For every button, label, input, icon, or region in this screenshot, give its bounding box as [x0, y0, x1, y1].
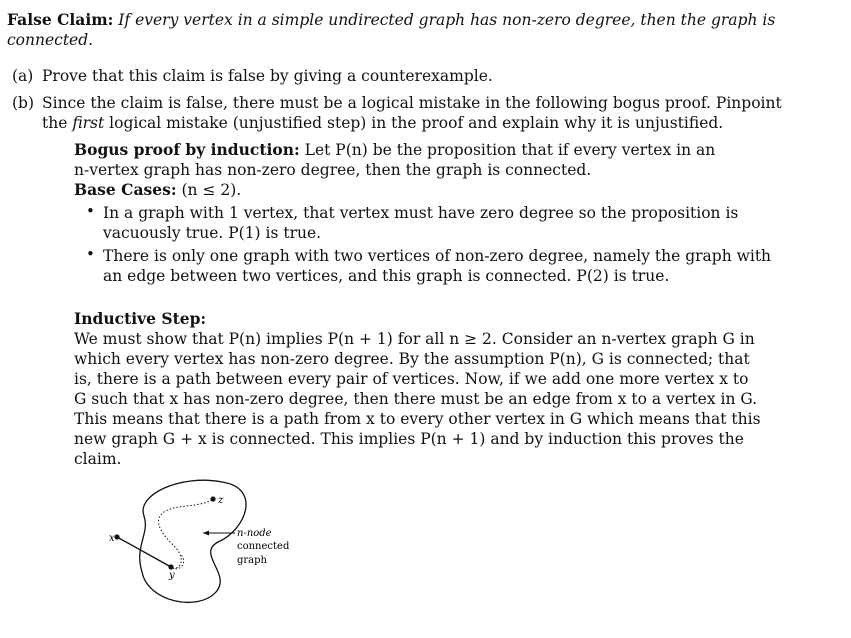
part-b-line-1: Since the claim is false, there must be a logical mistake in the following bogus proof. Pinpoint: [42, 94, 782, 112]
part-a-text: Prove that this claim is false by giving a counterexample.: [42, 67, 493, 85]
claim-text-2: connected.: [7, 31, 94, 49]
caption-line-1: n-node: [237, 528, 272, 539]
bullet-2-icon: •: [86, 245, 95, 263]
part-b-line-2-post: logical mistake (unjustified step) in the proof and explain why it is unjustified.: [104, 114, 724, 132]
graph-blob: [140, 480, 246, 602]
inductive-line: G such that x has non-zero degree, then there must be an edge from x to a vertex in G.: [74, 390, 758, 408]
label-y: y: [169, 570, 175, 581]
bullet-2-line-1: There is only one graph with two vertices of non-zero degree, namely the graph with: [103, 247, 772, 265]
caption-line-3: graph: [237, 555, 267, 566]
graph-path-z: [159, 500, 212, 568]
graph-path-y: [172, 554, 184, 569]
inductive-line: which every vertex has non-zero degree. By the assumption P(n), G is connected; that: [74, 350, 750, 368]
label-z: z: [218, 495, 224, 506]
part-b-line-2-pre: the: [42, 114, 73, 132]
bullet-1-icon: •: [86, 202, 95, 220]
inductive-line: This means that there is a path from x to every other vertex in G which means that this: [74, 410, 761, 428]
bogus-label: Bogus proof by induction:: [74, 140, 300, 159]
bullet-1-line-2: vacuously true. P(1) is true.: [103, 224, 322, 242]
vertex-z: [210, 496, 215, 501]
inductive-line: We must show that P(n) implies P(n + 1) for all n ≥ 2. Consider an n-vertex graph G in: [74, 330, 755, 348]
inductive-line: is, there is a path between every pair of vertices. Now, if we add one more vertex x to: [74, 370, 749, 388]
bullet-1-line-1: In a graph with 1 vertex, that vertex must have zero degree so the proposition is: [103, 204, 739, 222]
inductive-line: claim.: [74, 450, 122, 468]
inductive-line: new graph G + x is connected. This implies P(n + 1) and by induction this proves the: [74, 430, 744, 448]
edge-x-y: [117, 537, 171, 567]
claim-label: False Claim:: [7, 10, 114, 29]
bogus-text-2: n-vertex graph has non-zero degree, then the graph is connected.: [74, 161, 592, 179]
part-b-emphasis: first: [72, 114, 105, 132]
part-a-marker: (a): [12, 67, 34, 85]
vertex-x: [114, 534, 119, 539]
caption-line-2: connected: [237, 541, 290, 552]
bullet-2-line-2: an edge between two vertices, and this graph is connected. P(2) is true.: [103, 267, 670, 285]
vertex-y: [168, 564, 173, 569]
base-label: Base Cases:: [74, 180, 177, 199]
claim-text-1: If every vertex in a simple undirected graph has non-zero degree, then the graph is: [118, 11, 776, 29]
bogus-text-1: Let P(n) be the proposition that if every vertex in an: [304, 141, 716, 159]
base-condition: (n ≤ 2).: [181, 181, 242, 199]
inductive-label: Inductive Step:: [74, 309, 207, 328]
part-b-marker: (b): [12, 94, 35, 112]
label-x: x: [109, 533, 115, 544]
caption-arrowhead: [203, 531, 209, 536]
